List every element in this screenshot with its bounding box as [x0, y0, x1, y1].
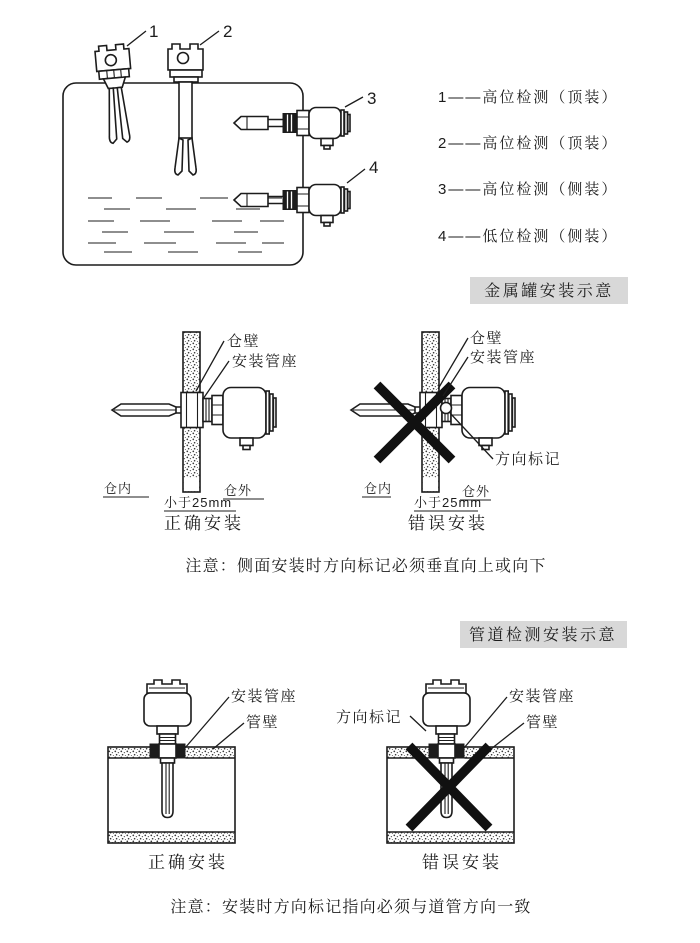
callout-3-label: 3	[367, 89, 377, 108]
legend-item-3: 3——高位检测（侧装）	[438, 181, 619, 198]
socket-label: 安装管座	[232, 353, 299, 370]
side-mount-correct-figure	[103, 332, 298, 533]
pipe-wall-label: 管壁	[246, 714, 280, 731]
wall-label: 仓壁	[470, 330, 504, 347]
sensor-2-top-mounted	[168, 44, 203, 175]
outside-label: 仓外	[224, 483, 253, 498]
pipe-mount-wrong-figure	[336, 680, 575, 872]
gap-label: 小于25mm	[164, 495, 233, 510]
pipe-mounted-sensor	[144, 680, 191, 818]
inside-label: 仓内	[104, 481, 133, 496]
outside-label: 仓外	[462, 484, 491, 499]
wall-label: 仓壁	[227, 333, 261, 350]
direction-mark-dot	[441, 403, 452, 414]
correct-install-caption: 正确安装	[148, 853, 228, 872]
section-label-pipe-detection-text: 管道检测安装示意	[468, 627, 618, 644]
section-label-pipe-detection	[460, 621, 627, 648]
socket-label: 安装管座	[470, 349, 537, 366]
gap-label: 小于25mm	[414, 495, 483, 510]
correct-install-caption: 正确安装	[164, 514, 244, 533]
callout-2-label: 2	[223, 22, 233, 41]
legend-item-2: 2——高位检测（顶装）	[438, 135, 619, 152]
pipe-wall-label: 管壁	[526, 714, 560, 731]
sensor-1-top-mounted	[95, 44, 137, 145]
socket-label: 安装管座	[231, 688, 298, 705]
direction-mark-label: 方向标记	[495, 451, 562, 468]
sensor-3-side-mounted	[234, 108, 350, 150]
side-mount-note: 注意：侧面安装时方向标记必须垂直向上或向下	[185, 558, 547, 575]
wrong-install-caption: 错误安装	[408, 514, 488, 533]
tank-legend	[438, 88, 618, 245]
callout-4-label: 4	[369, 158, 379, 177]
legend-item-1: 1——高位检测（顶装）	[438, 89, 619, 106]
section-label-metal-tank-text: 金属罐安装示意	[484, 283, 614, 300]
legend-item-4: 4——低位检测（侧装）	[438, 228, 619, 245]
direction-mark-label: 方向标记	[336, 709, 403, 726]
sensor-4-side-mounted	[234, 185, 350, 227]
section-label-metal-tank	[470, 277, 628, 304]
pipe-mount-correct-figure	[108, 680, 297, 872]
callout-1-label: 1	[149, 22, 159, 41]
wrong-install-caption: 错误安装	[422, 853, 502, 872]
metal-tank-figure	[63, 22, 628, 304]
socket-label: 安装管座	[509, 688, 576, 705]
inside-label: 仓内	[364, 481, 393, 496]
pipe-mount-note: 注意：安装时方向标记指向必须与道管方向一致	[170, 899, 532, 916]
side-mount-wrong-figure	[351, 330, 561, 533]
